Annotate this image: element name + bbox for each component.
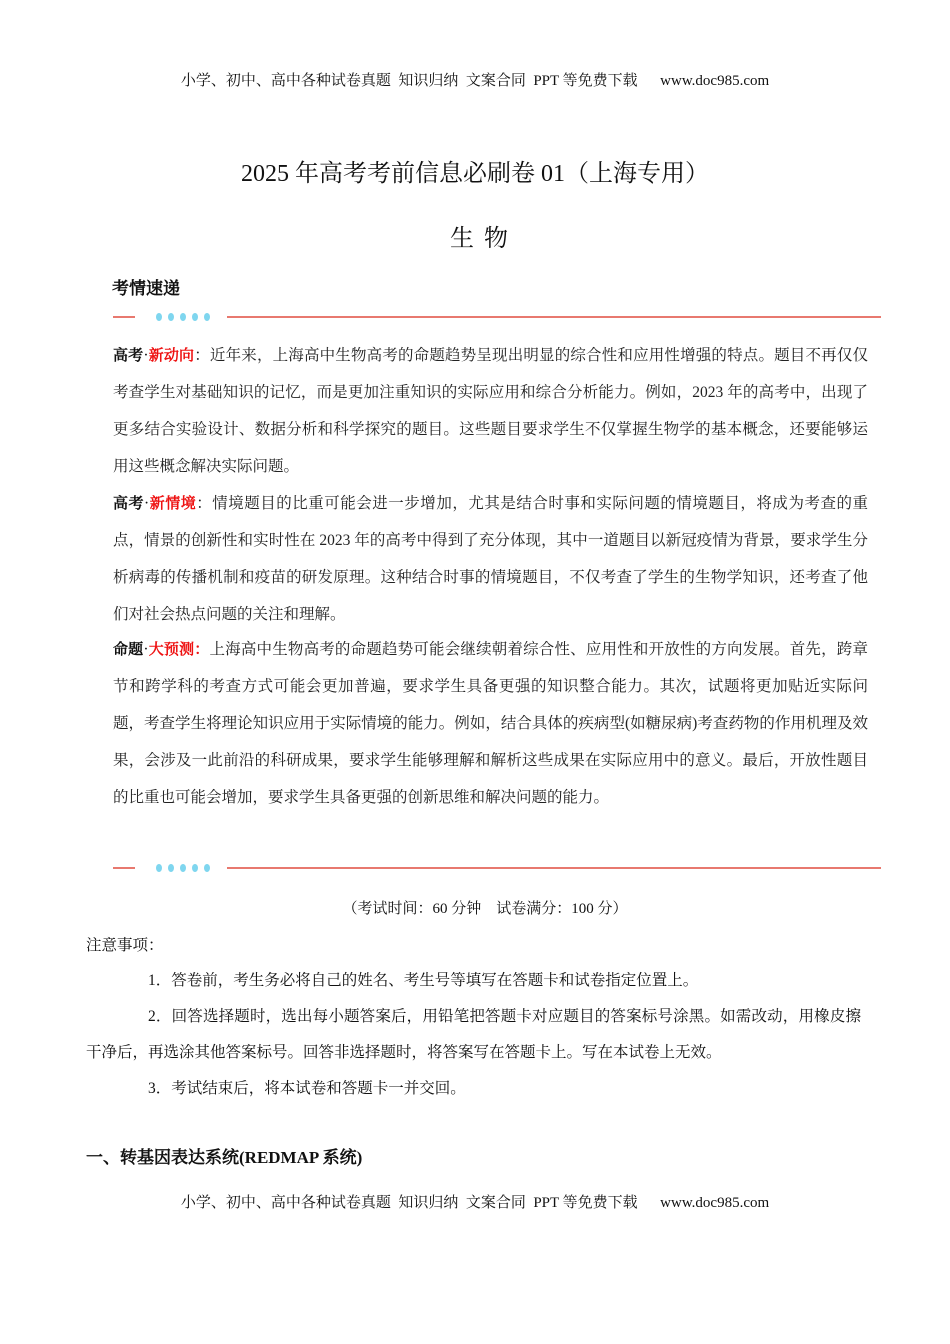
info-label-colon: ： xyxy=(194,347,210,364)
notes-title: 注意事项： xyxy=(86,937,164,954)
dot-icon xyxy=(204,864,210,872)
header-watermark: 小学、初中、高中各种试卷真题 知识归纳 文案合同 PPT 等免费下载 www.doc985.com xyxy=(180,73,770,89)
divider-dots xyxy=(156,864,210,872)
section-heading-1: 一、转基因表达系统(REDMAP 系统) xyxy=(86,1148,363,1167)
document-subject: 生物 xyxy=(450,224,518,252)
info-label-colon: ： xyxy=(196,495,213,512)
dot-icon xyxy=(204,313,210,321)
dot-icon xyxy=(168,864,174,872)
note-item-2: 2．回答选择题时，选出每小题答案后，用铅笔把答题卡对应题目的答案标号涂黑。如需改动，用橡皮擦干净后，再选涂其他答案标号。回答非选择题时，将答案写在答题卡上。写在本试卷上无效。 xyxy=(86,1008,861,1061)
dot-icon xyxy=(180,864,186,872)
dot-icon xyxy=(192,313,198,321)
divider-line-right xyxy=(227,867,881,869)
info-label-dot: · xyxy=(143,641,149,658)
footer-watermark: 小学、初中、高中各种试卷真题 知识归纳 文案合同 PPT 等免费下载 www.doc985.com xyxy=(180,1195,770,1211)
info-label-highlight: 大预测 xyxy=(148,640,195,658)
document-title: 2025 年高考考前信息必刷卷 01（上海专用） xyxy=(241,161,709,187)
info-label-prefix: 高考 xyxy=(113,346,144,364)
dot-icon xyxy=(168,313,174,321)
info-label-prefix: 命题 xyxy=(113,640,144,658)
info-label-prefix: 高考 xyxy=(113,494,145,512)
exam-time-and-score: （考试时间：60 分钟 试卷满分：100 分） xyxy=(342,901,628,917)
info-text: 情境题目的比重可能会进一步增加，尤其是结合时事和实际问题的情境题目，将成为考查的重点，情景的创新性和实时性在 2023 年的高考中得到了充分体现，其中一道题目以新冠疫情为背景，要求学生分析病毒的传播机制和疫苗的研发原理。这种结合时事的情境题目，不仅考查了学生的生物学知识，还考查了他们对社会热点问题的关注和理解。 xyxy=(113,495,868,623)
divider-line-left xyxy=(113,316,135,318)
info-text: 近年来，上海高中生物高考的命题趋势呈现出明显的综合性和应用性增强的特点。题目不再仅仅考查学生对基础知识的记忆，而是更加注重知识的实际应用和综合分析能力。例如，2023 年的高考中，出现了更多结合实验设计、数据分析和科学探究的题目。这些题目要求学生不仅掌握生物学的基本概念，还要能够运用这些概念解决实际问题。 xyxy=(113,347,868,475)
note-item-3: 3．考试结束后，将本试卷和答题卡一并交回。 xyxy=(148,1080,466,1097)
info-label-colon: ： xyxy=(194,640,210,658)
divider-line-left xyxy=(113,867,135,869)
dot-icon xyxy=(156,864,162,872)
decorative-divider-top xyxy=(113,312,881,322)
decorative-divider-bottom xyxy=(113,863,881,873)
divider-line-right xyxy=(227,316,881,318)
notes-list xyxy=(86,963,861,1107)
dot-icon xyxy=(180,313,186,321)
info-text: 上海高中生物高考的命题趋势可能会继续朝着综合性、应用性和开放性的方向发展。首先，跨章节和跨学科的考查方式可能会更加普遍，要求学生具备更强的知识整合能力。其次，试题将更加贴近实际问题，考查学生将理论知识应用于实际情境的能力。例如，结合具体的疾病型(如糖尿病)考查药物的作用机理及效果，会涉及一此前沿的科研成果，要求学生能够理解和解析这些成果在实际应用中的意义。最后，开放性题目的比重也可能会增加，要求学生具备更强的创新思维和解决问题的能力。 xyxy=(113,641,868,806)
dot-icon xyxy=(156,313,162,321)
info-block-prediction xyxy=(113,631,868,816)
info-label-dot: · xyxy=(143,347,149,364)
section-label-exam-overview: 考情速递 xyxy=(112,279,180,299)
info-block-new-context xyxy=(113,485,868,633)
info-label-highlight: 新情境 xyxy=(149,494,197,512)
info-label-highlight: 新动向 xyxy=(148,346,195,364)
dot-icon xyxy=(192,864,198,872)
info-block-new-trend xyxy=(113,337,868,485)
info-label-dot: · xyxy=(144,495,150,512)
divider-dots xyxy=(156,313,210,321)
note-item-1: 1．答卷前，考生务必将自己的姓名、考生号等填写在答题卡和试卷指定位置上。 xyxy=(148,972,699,989)
